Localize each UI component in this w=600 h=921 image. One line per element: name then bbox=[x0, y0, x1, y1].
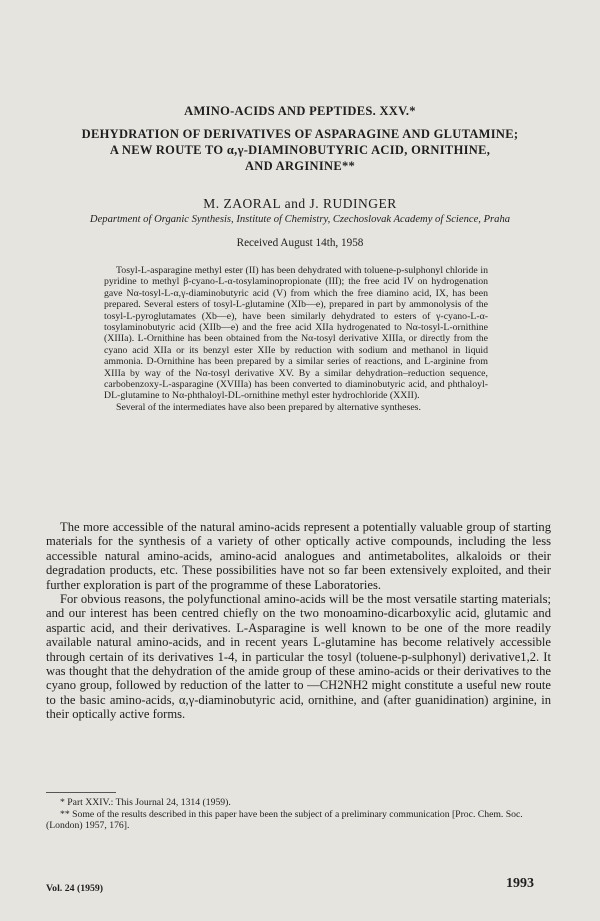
footnote-divider bbox=[46, 792, 116, 793]
affiliation: Department of Organic Synthesis, Institute of Chemistry, Czechoslovak Academy of Science, Praha bbox=[89, 214, 511, 225]
series-title: AMINO-ACIDS AND PEPTIDES. XXV.* bbox=[184, 104, 416, 118]
body-paragraph: For obvious reasons, the polyfunctional amino-acids will be the most versatile starting materials; and our interest has been centred chiefly on the two monoamino-dicarboxylic acid, glutamic and aspartic acid, and their derivatives. L-Asparagine is well known to be one of the more readily available natural amino-acids, and in recent years L-glutamine has become relatively accessible through certain of its derivatives 1-4, in particular the tosyl (toluene-p-sulphonyl) derivative1,2. It was thought that the dehydration of the amide group of these amino-acids or their derivatives to the cyano group, followed by reduction of the latter to —CH2NH2 might constitute a useful new route to the basic amino-acids, α,γ-diaminobutyric acid, ornithine, and (after guanidination) arginine, in their optically active forms. bbox=[46, 592, 551, 722]
footnotes bbox=[46, 797, 551, 832]
received-date: Received August 14th, 1958 bbox=[236, 237, 364, 249]
footnote: ** Some of the results described in this paper have been the subject of a preliminary communication [Proc. Chem. Soc. (London) 1957, 176]. bbox=[46, 808, 523, 832]
journal-volume: Vol. 24 (1959) bbox=[46, 883, 104, 894]
title-line: A NEW ROUTE TO α,γ-DIAMINOBUTYRIC ACID, ORNITHINE, bbox=[109, 143, 491, 157]
body-text bbox=[46, 520, 551, 722]
footnote: * Part XXIV.: This Journal 24, 1314 (1959). bbox=[60, 797, 231, 808]
body-paragraph: The more accessible of the natural amino-acids represent a potentially valuable group of starting materials for the synthesis of a variety of other optically active compounds, including the less accessible natural amino-acids, amino-acid analogues and antimetabolites, alkaloids or their degradation products, etc. These possibilities have not so far been extensively exploited, and their further exploration is part of the programme of these Laboratories. bbox=[46, 520, 551, 592]
title-line: DEHYDRATION OF DERIVATIVES OF ASPARAGINE AND GLUTAMINE; bbox=[81, 127, 519, 141]
abstract-paragraph: Several of the intermediates have also been prepared by alternative syntheses. bbox=[116, 401, 421, 413]
abstract bbox=[104, 265, 488, 413]
abstract-paragraph: Tosyl-L-asparagine methyl ester (II) has been dehydrated with toluene-p-sulphonyl chloride in pyridine to methyl β-cyano-L-α-tosylaminopropionate (III); the free acid IV on hydrogenation gave Nα-tosyl-L-α,γ-diaminobutyric acid (V) from which the free diamino acid, IX, has been prepared. Several esters of tosyl-L-glutamine (XIb—e), prepared in part by ammonolysis of the tosyl-L-pyroglutamates (Xb—e), have been similarly dehydrated to esters of γ-cyano-L-α-tosylaminobutyric acid (XIIb—e) and the free acid XIIa hydrogenated to Nα-tosyl-L-ornithine (XIIIa). L-Ornithine has been obtained from the Nα-tosyl derivative XIIIa, or directly from the cyano acid XIIa or its benzyl ester XIIe by reduction with sodium and methanol in liquid ammonia. D-Ornithine has been prepared by a similar series of reactions, and L-arginine from XIIIa by way of the Nα-tosyl derivative XV. By a similar dehydration–reduction sequence, carbobenzoxy-L-asparagine (XVIIIa) has been converted to diaminobutyric acid, and phthaloyl-DL-glutamine to Nα-phthaloyl-DL-ornithine methyl ester hydrochloride (XXII). bbox=[104, 265, 488, 402]
authors: M. ZAORAL and J. RUDINGER bbox=[203, 196, 397, 211]
title-line: AND ARGININE** bbox=[244, 159, 356, 173]
paper-title bbox=[30, 126, 570, 174]
page-number: 1993 bbox=[506, 876, 534, 891]
